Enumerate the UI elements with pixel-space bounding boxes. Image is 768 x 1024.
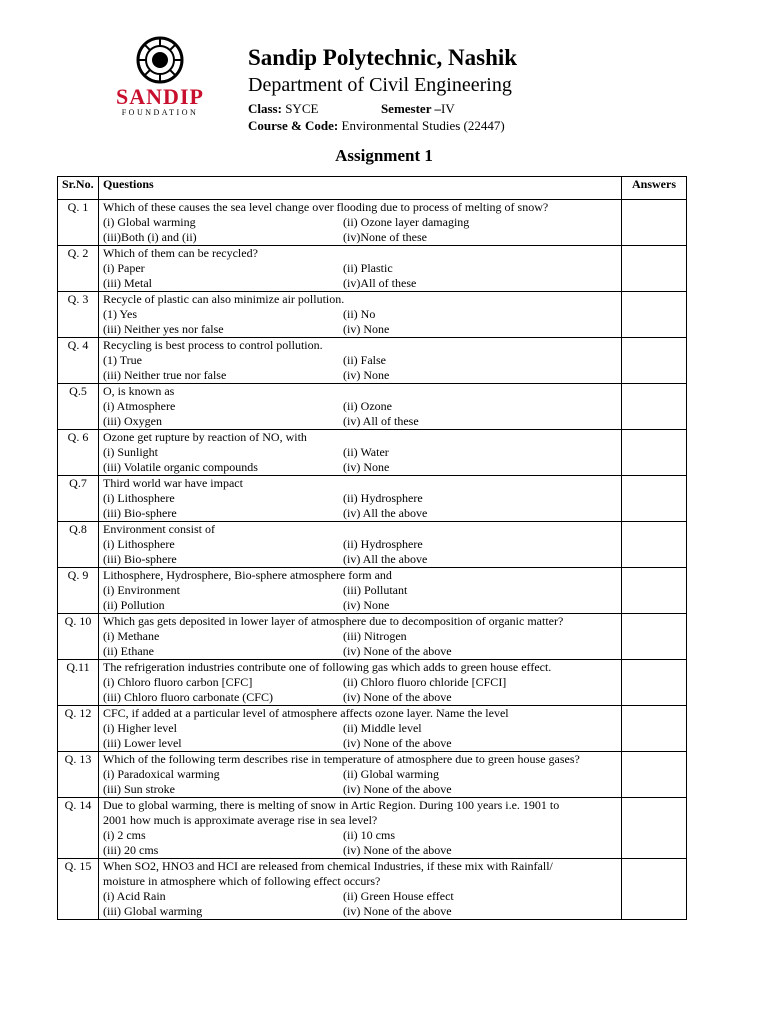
answer-cell[interactable]: [622, 246, 687, 292]
answer-option: (ii) Plastic: [343, 261, 393, 275]
question-text: O, is known as: [103, 384, 175, 398]
question-text: Which gas gets deposited in lower layer of atmosphere due to decomposition of organic matter?: [103, 614, 564, 628]
answer-option: (iv) All the above: [343, 552, 428, 566]
option-line: [103, 721, 617, 736]
table-row: [58, 568, 687, 614]
questions-table: [57, 176, 687, 920]
answer-option: (iii) Lower level: [103, 736, 182, 750]
answer-option: (iii) Nitrogen: [343, 629, 407, 643]
answer-cell[interactable]: [622, 476, 687, 522]
answer-option: (i) Sunlight: [103, 445, 159, 459]
table-row: [58, 660, 687, 706]
question-text: Which of them can be recycled?: [103, 246, 258, 260]
option-line: [103, 598, 617, 613]
option-line: [103, 675, 617, 690]
table-header-row: [58, 177, 687, 200]
answer-option: (iii) Oxygen: [103, 414, 162, 428]
header-answers: Answers: [622, 177, 687, 200]
answer-option: (iv) None: [343, 368, 390, 382]
answer-option: (i) Atmosphere: [103, 399, 176, 413]
question-number: Q.7: [58, 476, 99, 522]
question-text: CFC, if added at a particular level of atmosphere affects ozone layer. Name the level: [103, 706, 509, 720]
answer-option: (iii) Bio-sphere: [103, 506, 177, 520]
answer-option: (ii) 10 cms: [343, 828, 395, 842]
answer-cell[interactable]: [622, 752, 687, 798]
answer-option: (ii) Ozone: [343, 399, 392, 413]
lion-emblem-icon: [136, 36, 184, 84]
answer-option: (ii) Middle level: [343, 721, 422, 735]
answer-option: (iii) Neither true nor false: [103, 368, 227, 382]
option-line: [103, 889, 617, 904]
answer-option: (iv) All of these: [343, 414, 419, 428]
question-number: Q. 1: [58, 200, 99, 246]
question-number: Q. 2: [58, 246, 99, 292]
table-row: [58, 522, 687, 568]
option-line: [103, 307, 617, 322]
answer-option: (1) True: [103, 353, 143, 367]
answer-option: (ii) Ozone layer damaging: [343, 215, 470, 229]
option-line: [103, 843, 617, 858]
answer-option: (i) Methane: [103, 629, 160, 643]
question-cell: [99, 752, 622, 798]
answer-option: (i) Higher level: [103, 721, 177, 735]
answer-option: (iv) None of the above: [343, 736, 452, 750]
question-cell: [99, 660, 622, 706]
course-label: Course & Code:: [248, 118, 339, 133]
answer-cell[interactable]: [622, 859, 687, 920]
option-line: [103, 414, 617, 429]
course-line: [248, 117, 517, 134]
option-line: [103, 506, 617, 521]
answer-cell[interactable]: [622, 798, 687, 859]
option-line: [103, 445, 617, 460]
answer-option: (iii) Bio-sphere: [103, 552, 177, 566]
semester-label: Semester –: [380, 101, 441, 116]
table-row: [58, 338, 687, 384]
answer-option: (ii) No: [343, 307, 376, 321]
question-cell: [99, 614, 622, 660]
department-name: Department of Civil Engineering: [248, 74, 512, 96]
answer-option: (iii) Chloro fluoro carbonate (CFC): [103, 690, 273, 704]
answer-cell[interactable]: [622, 430, 687, 476]
answer-option: (ii) Global warming: [343, 767, 439, 781]
class-value: SYCE: [285, 101, 319, 116]
answer-option: (iii) Neither yes nor false: [103, 322, 224, 336]
option-line: [103, 215, 617, 230]
option-line: [103, 460, 617, 475]
table-row: [58, 246, 687, 292]
question-number: Q. 6: [58, 430, 99, 476]
option-line: [103, 537, 617, 552]
semester-value: IV: [440, 101, 455, 116]
answer-option: (i) 2 cms: [103, 828, 146, 842]
question-text: moisture in atmosphere which of following effect occurs?: [103, 874, 381, 888]
answer-option: (iv) All the above: [343, 506, 428, 520]
answer-option: (iii) Global warming: [103, 904, 203, 918]
question-number: Q. 12: [58, 706, 99, 752]
sandip-logo: [110, 36, 210, 128]
table-row: [58, 706, 687, 752]
answer-cell[interactable]: [622, 568, 687, 614]
option-line: [103, 629, 617, 644]
question-cell: [99, 384, 622, 430]
assignment-title: Assignment 1: [335, 146, 433, 165]
answer-option: (iv) None: [343, 598, 390, 612]
class-semester-line: [248, 100, 517, 117]
answer-option: (ii) Pollution: [103, 598, 165, 612]
answer-option: (iv) None of the above: [343, 843, 452, 857]
header-srno: Sr.No.: [58, 177, 99, 200]
answer-option: (iii) 20 cms: [103, 843, 159, 857]
question-text: Which of the following term describes rise in temperature of atmosphere due to green house gases?: [103, 752, 580, 766]
question-number: Q. 13: [58, 752, 99, 798]
document-header: [248, 44, 517, 134]
question-cell: [99, 706, 622, 752]
answer-option: (iii) Volatile organic compounds: [103, 460, 258, 474]
option-line: [103, 782, 617, 797]
answer-option: (iv) None: [343, 460, 390, 474]
table-row: [58, 614, 687, 660]
question-text: 2001 how much is approximate average rise in sea level?: [103, 813, 378, 827]
class-label: Class:: [248, 101, 282, 116]
answer-option: (ii) Water: [343, 445, 389, 459]
answer-cell[interactable]: [622, 660, 687, 706]
question-number: Q. 4: [58, 338, 99, 384]
table-row: [58, 384, 687, 430]
answer-option: (i) Chloro fluoro carbon [CFC]: [103, 675, 253, 689]
question-number: Q. 10: [58, 614, 99, 660]
answer-option: (iii)Both (i) and (ii): [103, 230, 197, 244]
answer-option: (i) Acid Rain: [103, 889, 166, 903]
question-cell: [99, 859, 622, 920]
question-text: Recycling is best process to control pollution.: [103, 338, 323, 352]
question-cell: [99, 338, 622, 384]
question-cell: [99, 292, 622, 338]
answer-option: (ii) Hydrosphere: [343, 491, 423, 505]
answer-cell[interactable]: [622, 522, 687, 568]
answer-option: (i) Environment: [103, 583, 180, 597]
answer-option: (iii) Sun stroke: [103, 782, 175, 796]
question-number: Q. 9: [58, 568, 99, 614]
option-line: [103, 690, 617, 705]
option-line: [103, 230, 617, 245]
question-cell: [99, 798, 622, 859]
answer-cell[interactable]: [622, 292, 687, 338]
question-number: Q. 3: [58, 292, 99, 338]
answer-option: (iv) None of the above: [343, 904, 452, 918]
header-questions: Questions: [99, 177, 622, 200]
option-line: [103, 767, 617, 782]
option-line: [103, 828, 617, 843]
question-number: Q. 14: [58, 798, 99, 859]
option-line: [103, 353, 617, 368]
table-row: [58, 292, 687, 338]
answer-option: (iv)None of these: [343, 230, 427, 244]
answer-option: (1) Yes: [103, 307, 138, 321]
question-number: Q.5: [58, 384, 99, 430]
option-line: [103, 399, 617, 414]
answer-cell[interactable]: [622, 384, 687, 430]
question-text: Ozone get rupture by reaction of NO, with: [103, 430, 307, 444]
answer-option: (ii) Ethane: [103, 644, 154, 658]
answer-option: (iii) Metal: [103, 276, 152, 290]
question-number: Q.11: [58, 660, 99, 706]
option-line: [103, 552, 617, 567]
answer-option: (i) Global warming: [103, 215, 196, 229]
table-row: [58, 200, 687, 246]
question-text: Due to global warming, there is melting of snow in Artic Region. During 100 years i.e. 1901 to: [103, 798, 560, 812]
table-row: [58, 752, 687, 798]
option-line: [103, 368, 617, 383]
question-cell: [99, 522, 622, 568]
question-text: Third world war have impact: [103, 476, 243, 490]
answer-option: (ii) Green House effect: [343, 889, 454, 903]
answer-cell[interactable]: [622, 614, 687, 660]
answer-option: (iv)All of these: [343, 276, 417, 290]
question-text: The refrigeration industries contribute one of following gas which adds to green house effect.: [103, 660, 552, 674]
answer-option: (ii) Chloro fluoro chloride [CFCI]: [343, 675, 507, 689]
option-line: [103, 736, 617, 751]
table-row: [58, 859, 687, 920]
question-text: Recycle of plastic can also minimize air pollution.: [103, 292, 345, 306]
table-row: [58, 476, 687, 522]
question-cell: [99, 200, 622, 246]
logo-brand: SANDIP: [116, 84, 204, 109]
answer-option: (iv) None: [343, 322, 390, 336]
answer-option: (i) Lithosphere: [103, 537, 175, 551]
table-row: [58, 798, 687, 859]
option-line: [103, 491, 617, 506]
option-line: [103, 644, 617, 659]
answer-option: (iv) None of the above: [343, 782, 452, 796]
answer-option: (iii) Pollutant: [343, 583, 408, 597]
question-text: Environment consist of: [103, 522, 215, 536]
answer-option: (ii) Hydrosphere: [343, 537, 423, 551]
answer-option: (ii) False: [343, 353, 386, 367]
answer-cell[interactable]: [622, 706, 687, 752]
question-cell: [99, 476, 622, 522]
answer-cell[interactable]: [622, 200, 687, 246]
question-cell: [99, 246, 622, 292]
answer-cell[interactable]: [622, 338, 687, 384]
question-text: Lithosphere, Hydrosphere, Bio-sphere atmosphere form and: [103, 568, 392, 582]
question-cell: [99, 568, 622, 614]
option-line: [103, 322, 617, 337]
question-number: Q.8: [58, 522, 99, 568]
option-line: [103, 276, 617, 291]
option-line: [103, 261, 617, 276]
question-text: When SO2, HNO3 and HCI are released from chemical Industries, if these mix with Rainfall/: [103, 859, 553, 873]
answer-option: (i) Lithosphere: [103, 491, 175, 505]
institute-name: Sandip Polytechnic, Nashik: [248, 45, 518, 70]
question-number: Q. 15: [58, 859, 99, 920]
logo-subtitle: FOUNDATION: [121, 108, 199, 117]
option-line: [103, 904, 617, 919]
answer-option: (i) Paradoxical warming: [103, 767, 220, 781]
answer-option: (iv) None of the above: [343, 690, 452, 704]
table-row: [58, 430, 687, 476]
question-cell: [99, 430, 622, 476]
option-line: [103, 583, 617, 598]
course-value: Environmental Studies (22447): [341, 118, 505, 133]
question-text: Which of these causes the sea level change over flooding due to process of melting of snow?: [103, 200, 549, 214]
answer-option: (i) Paper: [103, 261, 145, 275]
answer-option: (iv) None of the above: [343, 644, 452, 658]
